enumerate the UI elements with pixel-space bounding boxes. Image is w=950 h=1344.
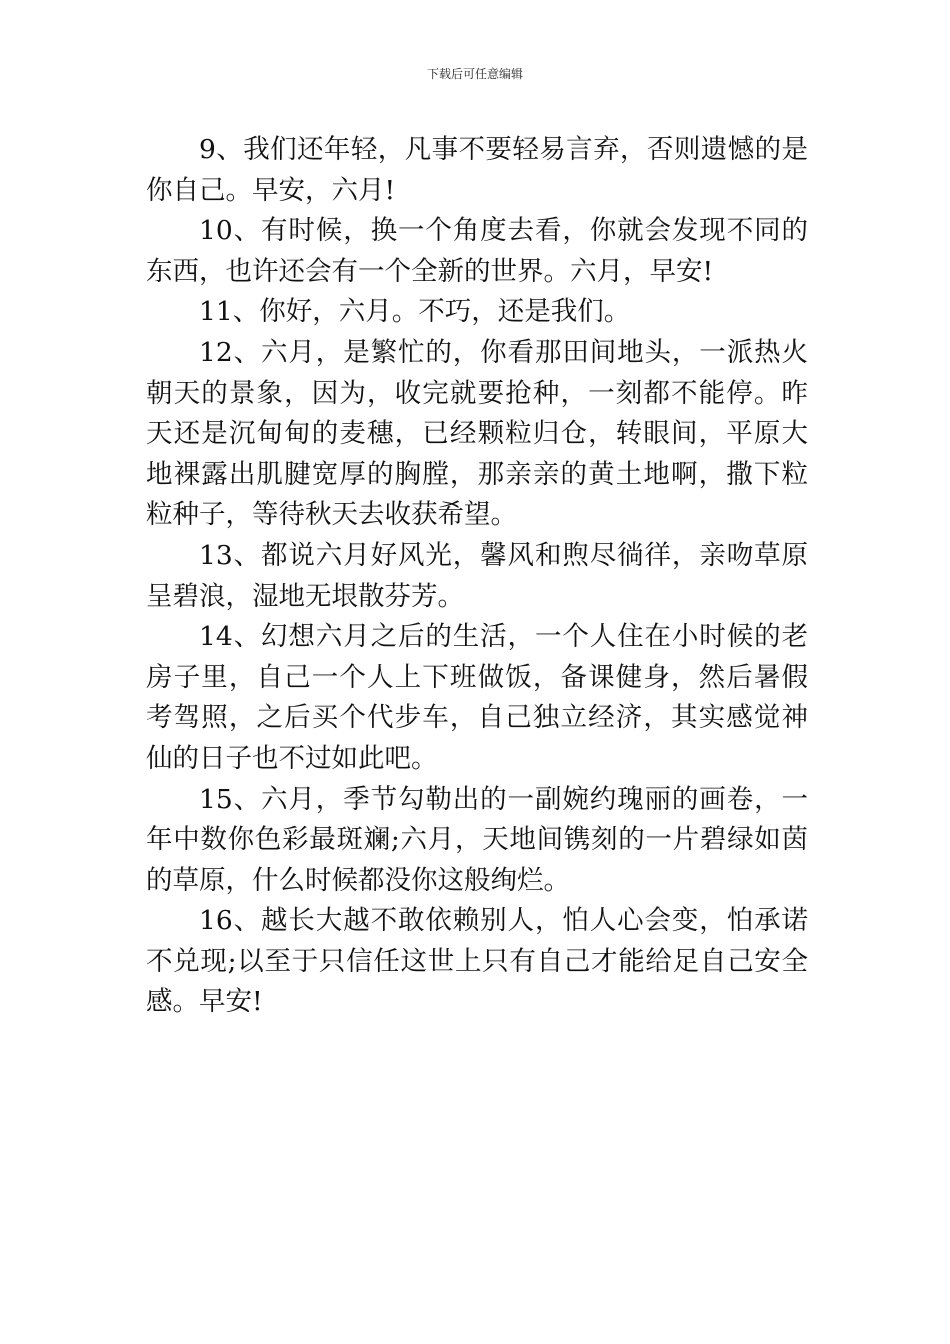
paragraph-9: 9、我们还年轻，凡事不要轻易言弃，否则遗憾的是你自己。早安，六月! (146, 134, 808, 206)
paragraph-10: 10、有时候，换一个角度去看，你就会发现不同的东西，也许还会有一个全新的世界。六月，早安! (146, 215, 808, 287)
paragraph-14: 14、幻想六月之后的生活，一个人住在小时候的老房子里，自己一个人上下班做饭，备课健身，然后暑假考驾照，之后买个代步车，自己独立经济，其实感觉神仙的日子也不过如此吧。 (146, 621, 808, 774)
page-header: 下载后可任意编辑 (426, 67, 523, 81)
document-body (146, 130, 808, 1023)
paragraph-16: 16、越长大越不敢依赖别人，怕人心会变，怕承诺不兑现;以至于只信任这世上只有自己才能给足自己安全感。早安! (146, 905, 808, 1018)
paragraph-12: 12、六月，是繁忙的，你看那田间地头，一派热火朝天的景象，因为，收完就要抢种，一刻都不能停。昨天还是沉甸甸的麦穗，已经颗粒归仓，转眼间，平原大地裸露出肌腱宽厚的胸膛，那亲亲的黄土地啊，撒下粒粒种子，等待秋天去收获希望。 (146, 336, 808, 531)
paragraph-11: 11、你好，六月。不巧，还是我们。 (199, 296, 631, 328)
paragraph-15: 15、六月，季节勾勒出的一副婉约瑰丽的画卷，一年中数你色彩最斑斓;六月，天地间镌刻的一片碧绿如茵的草原，什么时候都没你这般绚烂。 (146, 783, 808, 896)
paragraph-13: 13、都说六月好风光，馨风和煦尽徜徉，亲吻草原呈碧浪，湿地无垠散芬芳。 (146, 539, 808, 612)
